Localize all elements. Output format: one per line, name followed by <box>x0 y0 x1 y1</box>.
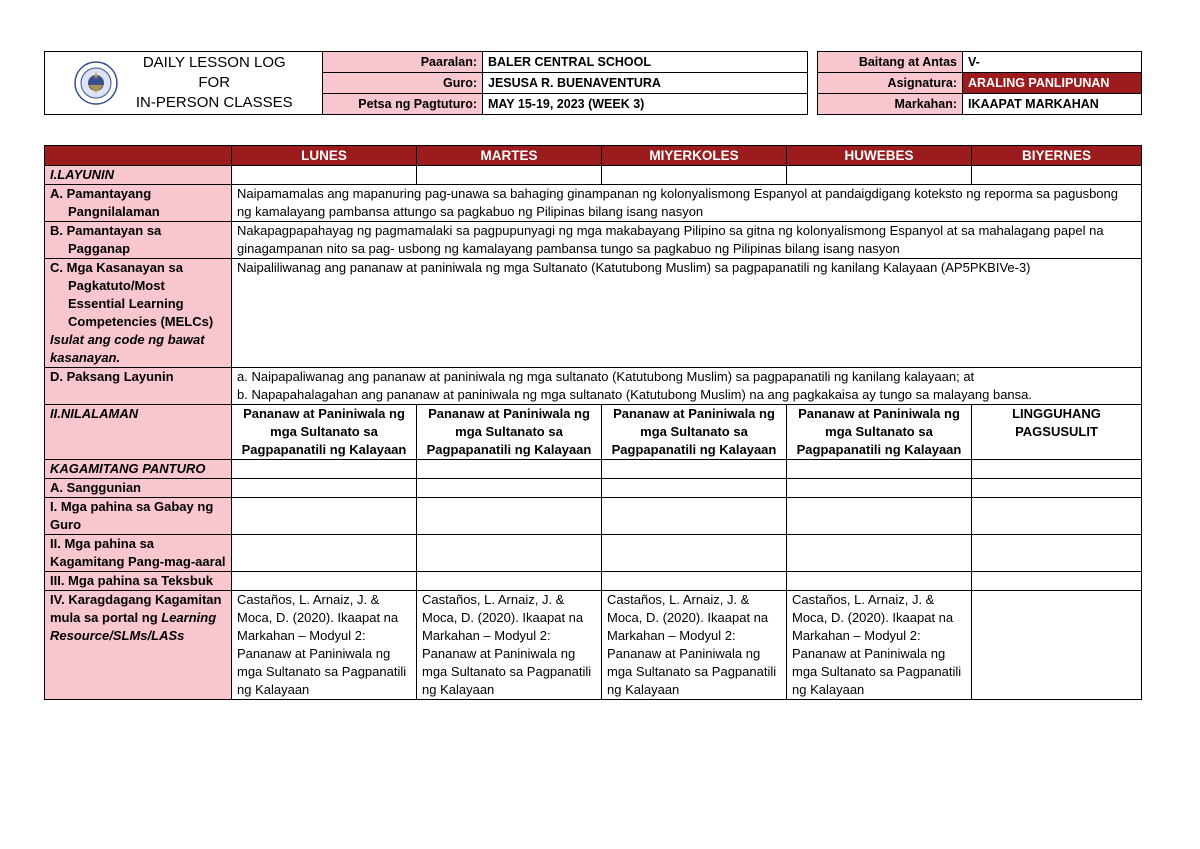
table-cell <box>972 498 1142 535</box>
table-cell <box>232 479 417 498</box>
table-row-sanggunian <box>45 479 1142 498</box>
quarter-label: Markahan: <box>818 94 963 115</box>
karagdagang-monday: Castaños, L. Arnaiz, J. & Moca, D. (2020). Ikaapat na Markahan – Modyul 2: Pananaw at Paniniwala ng mga Sultanato sa Pagpanatili ng Kalayaan <box>232 591 417 700</box>
gabay-label: I. Mga pahina sa Gabay ng Guro <box>45 498 232 535</box>
day-header-corner <box>45 146 232 166</box>
table-cell <box>972 479 1142 498</box>
karagdagang-thursday: Castaños, L. Arnaiz, J. & Moca, D. (2020). Ikaapat na Markahan – Modyul 2: Pananaw at Paniniwala ng mga Sultanato sa Pagpanatili ng Kalayaan <box>787 591 972 700</box>
day-friday: BIYERNES <box>972 146 1142 166</box>
table-cell <box>602 479 787 498</box>
sanggunian-label: A. Sanggunian <box>45 479 232 498</box>
table-cell <box>417 460 602 479</box>
karagdagang-tuesday: Castaños, L. Arnaiz, J. & Moca, D. (2020). Ikaapat na Markahan – Modyul 2: Pananaw at Paniniwala ng mga Sultanato sa Pagpanatili ng Kalayaan <box>417 591 602 700</box>
pamantayang-text: Naipamamalas ang mapanuring pag-unawa sa bahaging ginampanan ng kolonyalismong Espanyol at pandaigdigang koteksto ng reporma sa pagusbong ng kamalayang pambansa attungo sa pagkabuo ng Pilipinas bilang isang nasyon <box>232 185 1142 222</box>
nilalaman-thursday: Pananaw at Paniniwala ng mga Sultanato sa Pagpapanatili ng Kalayaan <box>787 405 972 460</box>
teacher-label: Guro: <box>323 73 483 94</box>
nilalaman-monday: Pananaw at Paniniwala ng mga Sultanato sa Pagpapanatili ng Kalayaan <box>232 405 417 460</box>
table-cell <box>972 572 1142 591</box>
melc-label-line4: Competencies (MELCs) <box>68 314 214 329</box>
table-cell <box>787 460 972 479</box>
header-table <box>44 51 1142 115</box>
melc-label-line2: Pagkatuto/Most <box>68 278 165 293</box>
subject-value: ARALING PANLIPUNAN <box>963 73 1142 94</box>
date-value: MAY 15-19, 2023 (WEEK 3) <box>483 94 808 115</box>
table-cell <box>787 572 972 591</box>
melc-text: Naipaliliwanag ang pananaw at paniniwala ng mga Sultanato (Katutubong Muslim) sa pagpapanatili ng kanilang Kalayaan (AP5PKBIVe-3) <box>232 259 1142 368</box>
kagamitan-pages-label: II. Mga pahina sa Kagamitang Pang-mag-aaral <box>45 535 232 572</box>
nilalaman-label: II.NILALAMAN <box>45 405 232 460</box>
day-tuesday: MARTES <box>417 146 602 166</box>
karagdagang-label-b: Learning Resource/SLMs/LASs <box>50 610 217 643</box>
table-cell <box>417 498 602 535</box>
table-cell <box>602 535 787 572</box>
pamantayang-label <box>45 185 232 222</box>
table-cell <box>417 479 602 498</box>
table-cell <box>972 460 1142 479</box>
pagganap-label-line1: B. Pamantayan sa <box>50 223 162 238</box>
quarter-value: IKAAPAT MARKAHAN <box>963 94 1142 115</box>
day-wednesday: MIYERKOLES <box>602 146 787 166</box>
table-row-melc <box>45 259 1142 368</box>
teksbuk-label: III. Mga pahina sa Teksbuk <box>45 572 232 591</box>
pamantayang-label-line1: A. Pamantayang <box>50 186 152 201</box>
pagganap-label-line2: Pagganap <box>68 241 131 256</box>
melc-label <box>45 259 232 368</box>
kagamitan-label: KAGAMITANG PANTURO <box>45 460 232 479</box>
table-row-karagdagang <box>45 591 1142 700</box>
karagdagang-label <box>45 591 232 700</box>
pamantayang-label-line2: Pangnilalaman <box>68 204 160 219</box>
day-header-row <box>45 146 1142 166</box>
deped-seal-icon <box>74 61 118 105</box>
karagdagang-wednesday: Castaños, L. Arnaiz, J. & Moca, D. (2020). Ikaapat na Markahan – Modyul 2: Pananaw at Paniniwala ng mga Sultanato sa Pagpanatili ng Kalayaan <box>602 591 787 700</box>
table-cell <box>602 572 787 591</box>
table-cell <box>602 166 787 185</box>
header-gap <box>808 73 818 94</box>
melc-label-line1: C. Mga Kasanayan sa <box>50 260 183 275</box>
table-row-kagamitan <box>45 460 1142 479</box>
paksang-label: D. Paksang Layunin <box>45 368 232 405</box>
table-cell <box>972 535 1142 572</box>
table-cell <box>232 460 417 479</box>
table-row-nilalaman <box>45 405 1142 460</box>
table-row-paksang-layunin <box>45 368 1142 405</box>
table-cell <box>972 591 1142 700</box>
pagganap-label <box>45 222 232 259</box>
table-row-teksbuk <box>45 572 1142 591</box>
title-line-2: FOR <box>198 74 231 91</box>
table-row-pamantayang-pangnilalaman <box>45 185 1142 222</box>
table-cell <box>787 498 972 535</box>
table-cell <box>787 535 972 572</box>
table-cell <box>417 572 602 591</box>
table-cell <box>232 535 417 572</box>
school-value: BALER CENTRAL SCHOOL <box>483 52 808 73</box>
document-title <box>136 53 293 113</box>
melc-label-line3: Essential Learning <box>68 296 184 311</box>
table-cell <box>602 498 787 535</box>
teacher-value: JESUSA R. BUENAVENTURA <box>483 73 808 94</box>
header-logo-title <box>45 52 323 115</box>
paksang-text <box>232 368 1142 405</box>
paksang-text-a: a. Naipapaliwanag ang pananaw at paniniwala ng mga sultanato (Katutubong Muslim) sa pagpapanatili ng kanilang kalayaan; at <box>237 369 975 384</box>
table-cell <box>232 498 417 535</box>
nilalaman-wednesday: Pananaw at Paniniwala ng mga Sultanato sa Pagpapanatili ng Kalayaan <box>602 405 787 460</box>
day-thursday: HUWEBES <box>787 146 972 166</box>
grade-value: V- <box>963 52 1142 73</box>
school-label: Paaralan: <box>323 52 483 73</box>
subject-label: Asignatura: <box>818 73 963 94</box>
table-cell <box>232 572 417 591</box>
day-monday: LUNES <box>232 146 417 166</box>
table-cell <box>417 535 602 572</box>
title-line-1: DAILY LESSON LOG <box>142 54 286 71</box>
header-gap <box>808 94 818 115</box>
grade-label: Baitang at Antas <box>818 52 963 73</box>
nilalaman-friday: LINGGUHANG PAGSUSULIT <box>972 405 1142 460</box>
lesson-table <box>44 145 1142 700</box>
nilalaman-tuesday: Pananaw at Paniniwala ng mga Sultanato sa Pagpapanatili ng Kalayaan <box>417 405 602 460</box>
table-row-pamantayan-pagganap <box>45 222 1142 259</box>
melc-label-line5: Isulat ang code ng bawat kasanayan. <box>50 332 205 365</box>
table-row-layunin <box>45 166 1142 185</box>
karagdagang-label-a: IV. Karagdagang Kagamitan mula sa portal ng <box>50 592 222 625</box>
header-gap <box>808 52 818 73</box>
date-label: Petsa ng Pagtuturo: <box>323 94 483 115</box>
table-row-gabay <box>45 498 1142 535</box>
table-cell <box>787 166 972 185</box>
table-cell <box>602 460 787 479</box>
layunin-label: I.LAYUNIN <box>45 166 232 185</box>
paksang-text-b: b. Napapahalagahan ang pananaw at paniniwala ng mga sultanato (Katutubong Muslim) na ang pagkakaisa ay tungo sa malayang bansa. <box>237 387 1032 402</box>
table-cell <box>232 166 417 185</box>
table-cell <box>787 479 972 498</box>
table-cell <box>417 166 602 185</box>
title-line-3: IN-PERSON CLASSES <box>135 94 293 111</box>
pagganap-text: Nakapagpapahayag ng pagmamalaki sa pagpupunyagi ng mga makabayang Pilipino sa gitna ng kolonyalismong Espanyol at sa mahalagang papel na ginagampanan nito sa pag- usbong ng kamalayang pambansa tungo sa pagkabuo ng Pilipinas bilang isang nasyon <box>232 222 1142 259</box>
table-cell <box>972 166 1142 185</box>
table-row-kagamitan-pages <box>45 535 1142 572</box>
